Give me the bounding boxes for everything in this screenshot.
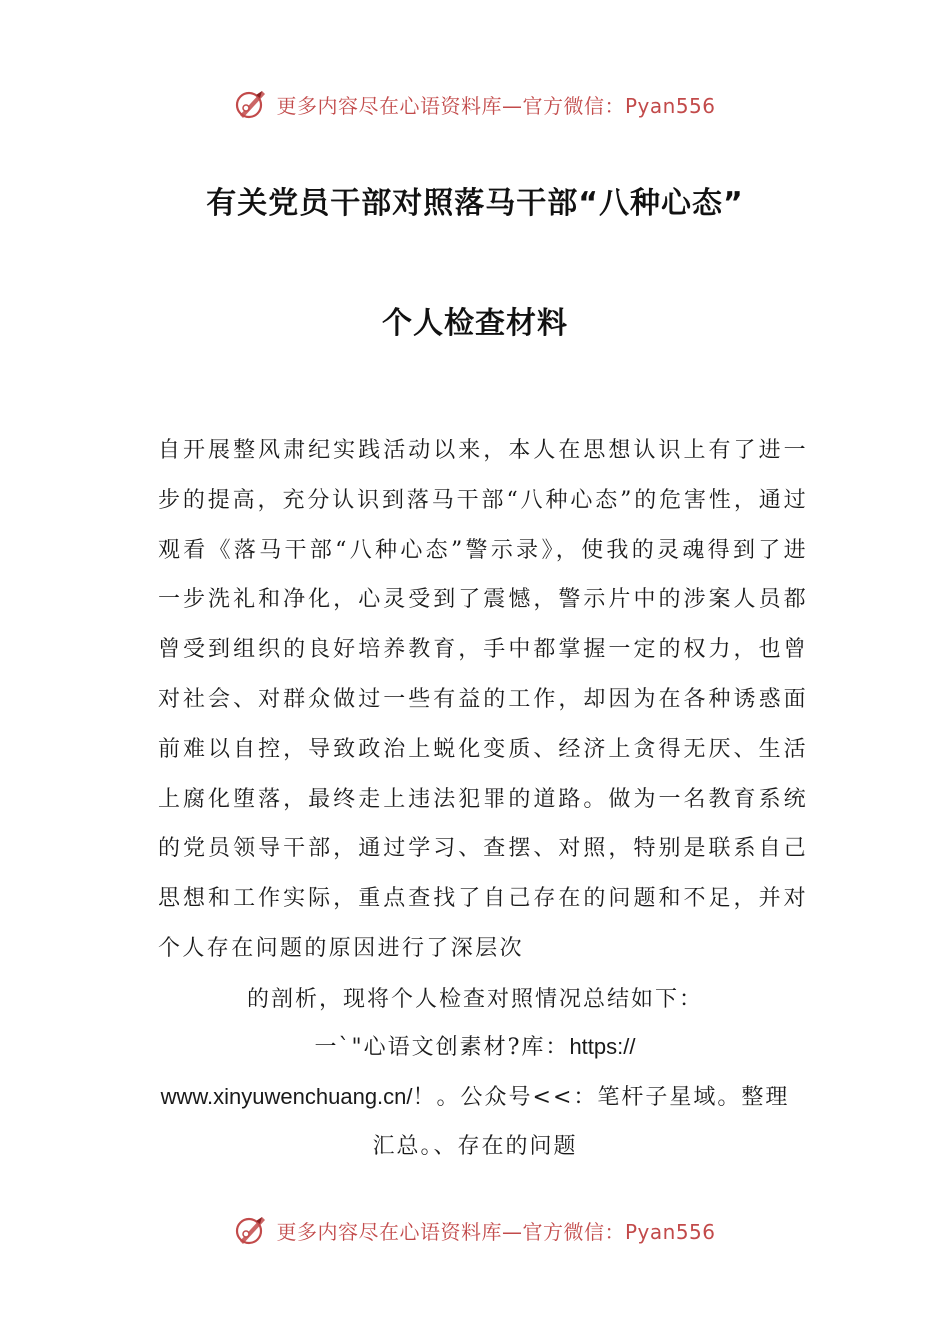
document-title-line1: 有关党员干部对照落马干部“八种心态” xyxy=(206,186,744,221)
ad-line-1: 一`"心语文创素材?库：https:// xyxy=(314,1034,636,1060)
section-heading-problems: 汇总。、存在的问题 xyxy=(372,1134,578,1159)
document-title-line2: 个人检查材料 xyxy=(382,306,568,341)
quill-pen-logo-icon xyxy=(234,87,268,121)
header-wechat-id: Pyan556 xyxy=(624,93,716,118)
header-watermark-text: 更多内容尽在心语资料库—官方微信：Pyan556 xyxy=(276,93,716,118)
quill-pen-logo-icon xyxy=(234,1213,268,1247)
intro-paragraph: 自开展整风肃纪实践活动以来，本人在思想认识上有了进一步的提高，充分认识到落马干部“八种心态”的危害性，通过观看《落马干部“八种心态”警示录》，使我的灵魂得到了进一步洗礼和净化，心灵受到了震憾，警示片中的涉案人员都曾受到组织的良好培养教育，手中都掌握一定的权力，也曾对社会、对群众做过一些有益的工作，却因为在各种诱惑面前难以自控，导致政治上蜕化变质、经济上贪得无厌、生活上腐化堕落，最终走上违法犯罪的道路。做为一名教育系统的党员领导干部，通过学习、查摆、对照，特别是联系自己思想和工作实际，重点查找了自己存在的问题和不足，并对个人存在问题的原因进行了深层次 xyxy=(158,438,808,961)
footer-wechat-id: Pyan556 xyxy=(624,1219,716,1244)
header-watermark-banner xyxy=(0,80,950,128)
footer-watermark-banner xyxy=(0,1206,950,1254)
ad-url-part2[interactable]: www.xinyuwenchuang.cn/ xyxy=(160,1084,413,1109)
ad-line-2: www.xinyuwenchuang.cn/！。公众号<<：笔杆子星域。整理 xyxy=(160,1084,790,1110)
footer-watermark-text: 更多内容尽在心语资料库—官方微信：Pyan556 xyxy=(276,1219,716,1244)
closing-line: 的剖析，现将个人检查对照情况总结如下： xyxy=(246,987,703,1012)
ad-url-part1[interactable]: https:// xyxy=(569,1034,636,1059)
